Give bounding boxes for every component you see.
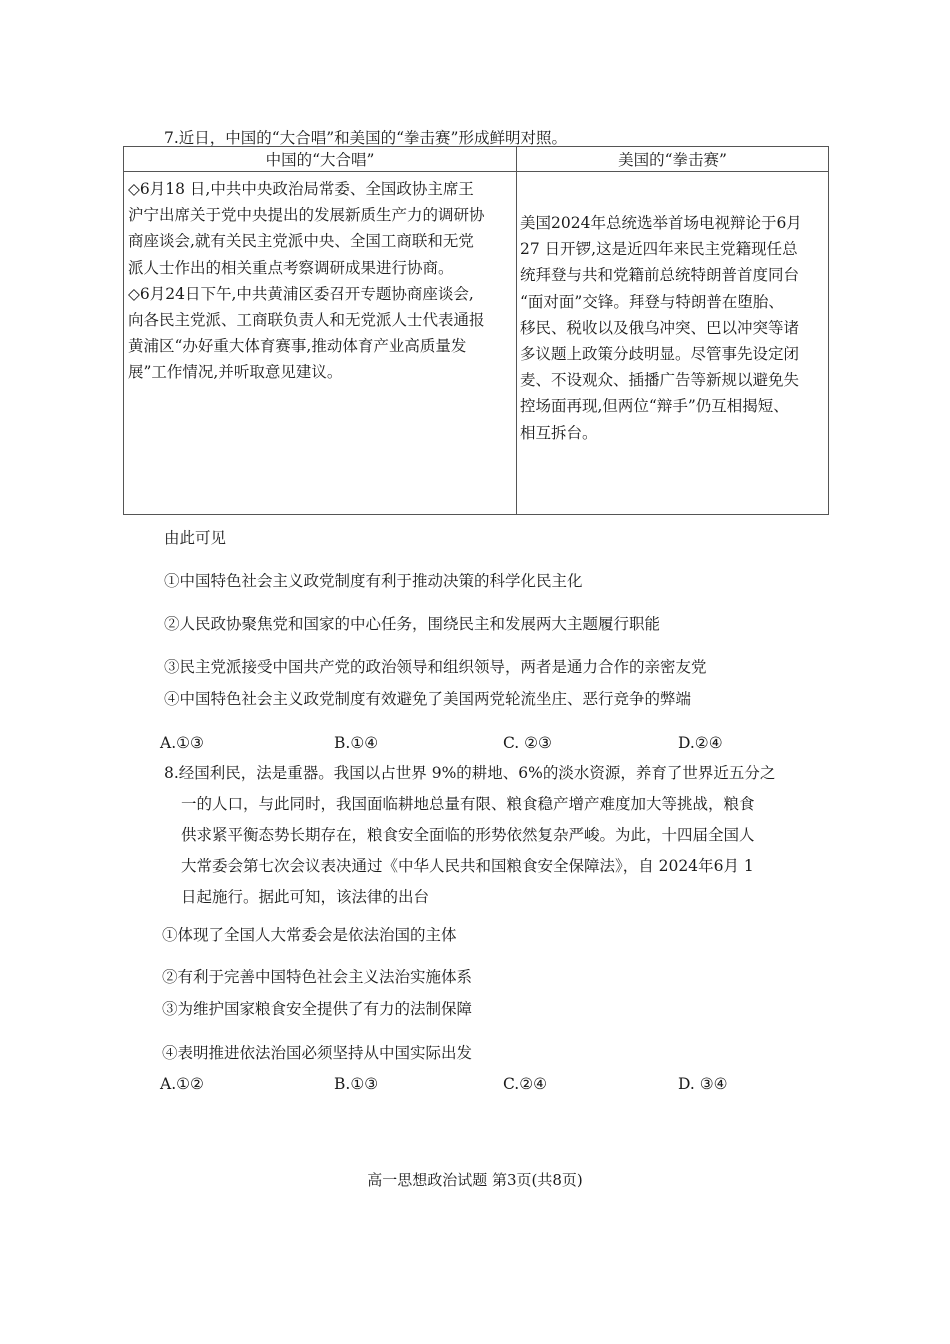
q8-stem-line: 8.经国利民，法是重器。我国以占世界 9%的耕地、6%的淡水资源，养育了世界近五分之 (164, 764, 776, 782)
q8-choice-c: C.②④ (503, 1075, 548, 1093)
usa-text-line: 相互拆台。 (520, 423, 598, 442)
q7-stem: 7.近日，中国的“大合唱”和美国的“拳击赛”形成鲜明对照。 (164, 129, 567, 147)
table-cell-china (124, 172, 517, 515)
usa-text-line: 27 日开锣,这是近四年来民主党籍现任总 (520, 240, 798, 259)
china-text-line: 展”工作情况,并听取意见建议。 (128, 363, 343, 382)
q8-stem-line: 供求紧平衡态势长期存在，粮食安全面临的形势依然复杂严峻。为此，十四届全国人 (181, 826, 755, 844)
q8-stem-line: 大常委会第七次会议表决通过《中华人民共和国粮食安全保障法》，自 2024年6月 1 (181, 857, 754, 875)
china-text-line: ◇6月24日下午,中共黄浦区委召开专题协商座谈会, (128, 284, 474, 303)
china-text-line: 商座谈会,就有关民主党派中央、全国工商联和无党 (128, 232, 474, 251)
q8-option-3: ③为维护国家粮食安全提供了有力的法制保障 (162, 1000, 473, 1018)
usa-text-line: 多议题上政策分歧明显。尽管事先设定闭 (520, 344, 800, 363)
table-header-row (124, 147, 829, 172)
q7-choice-a: A.①③ (160, 734, 204, 752)
q8-stem-line: 日起施行。据此可知，该法律的出台 (181, 888, 430, 906)
q7-choice-b: B.①④ (334, 734, 379, 752)
china-text-line: ◇6月18 日,中共中央政治局常委、全国政协主席王 (128, 180, 474, 198)
china-text-line: 派人士作出的相关重点考察调研成果进行协商。 (128, 258, 454, 277)
table-header-usa: 美国的“拳击赛” (517, 147, 829, 172)
usa-text-line: “面对面”交锋。拜登与特朗普在堕胎、 (520, 292, 784, 311)
china-text-line: 沪宁出席关于党中央提出的发展新质生产力的调研协 (128, 206, 485, 225)
q8-choice-a: A.①② (160, 1075, 204, 1093)
q8-choice-b: B.①③ (334, 1075, 379, 1093)
table-cell-usa (517, 172, 829, 515)
table-body-row (124, 172, 829, 515)
q7-choice-c: C. ②③ (503, 734, 552, 752)
usa-text-line: 控场面再现,但两位“辩手”仍互相揭短、 (520, 397, 789, 416)
q8-stem (164, 758, 775, 913)
china-text-line: 向各民主党派、工商联负责人和无党派人士代表通报 (128, 310, 485, 329)
usa-text-line: 美国2024年总统选举首场电视辩论于6月 (520, 214, 802, 232)
q8-option-2: ②有利于完善中国特色社会主义法治实施体系 (162, 968, 473, 986)
q7-option-2: ②人民政协聚焦党和国家的中心任务，围绕民主和发展两大主题履行职能 (164, 615, 661, 633)
china-text-line: 黄浦区“办好重大体育赛事,推动体育产业高质量发 (128, 337, 467, 356)
q8-option-4: ④表明推进依法治国必须坚持从中国实际出发 (162, 1044, 473, 1062)
q7-option-3: ③民主党派接受中国共产党的政治领导和组织领导，两者是通力合作的亲密友党 (164, 658, 707, 676)
comparison-table (123, 146, 829, 515)
page-footer: 高一思想政治试题 第3页(共8页) (367, 1171, 583, 1189)
usa-text-line: 麦、不设观众、插播广告等新规以避免失 (520, 371, 800, 390)
q8-option-1: ①体现了全国人大常委会是依法治国的主体 (162, 926, 457, 944)
q8-choice-d: D. ③④ (678, 1075, 728, 1093)
q7-lead: 由此可见 (164, 529, 227, 547)
table-header-china: 中国的“大合唱” (124, 147, 517, 172)
q7-option-4: ④中国特色社会主义政党制度有效避免了美国两党轮流坐庄、恶行竞争的弊端 (164, 690, 692, 708)
usa-text-line: 统拜登与共和党籍前总统特朗普首度同台 (520, 266, 800, 285)
q8-stem-line: 一的人口，与此同时，我国面临耕地总量有限、粮食稳产增产难度加大等挑战，粮食 (181, 795, 755, 813)
q7-option-1: ①中国特色社会主义政党制度有利于推动决策的科学化民主化 (164, 572, 583, 590)
q7-choice-d: D.②④ (678, 734, 723, 752)
usa-text-line: 移民、税收以及俄乌冲突、巴以冲突等诸 (520, 318, 800, 337)
